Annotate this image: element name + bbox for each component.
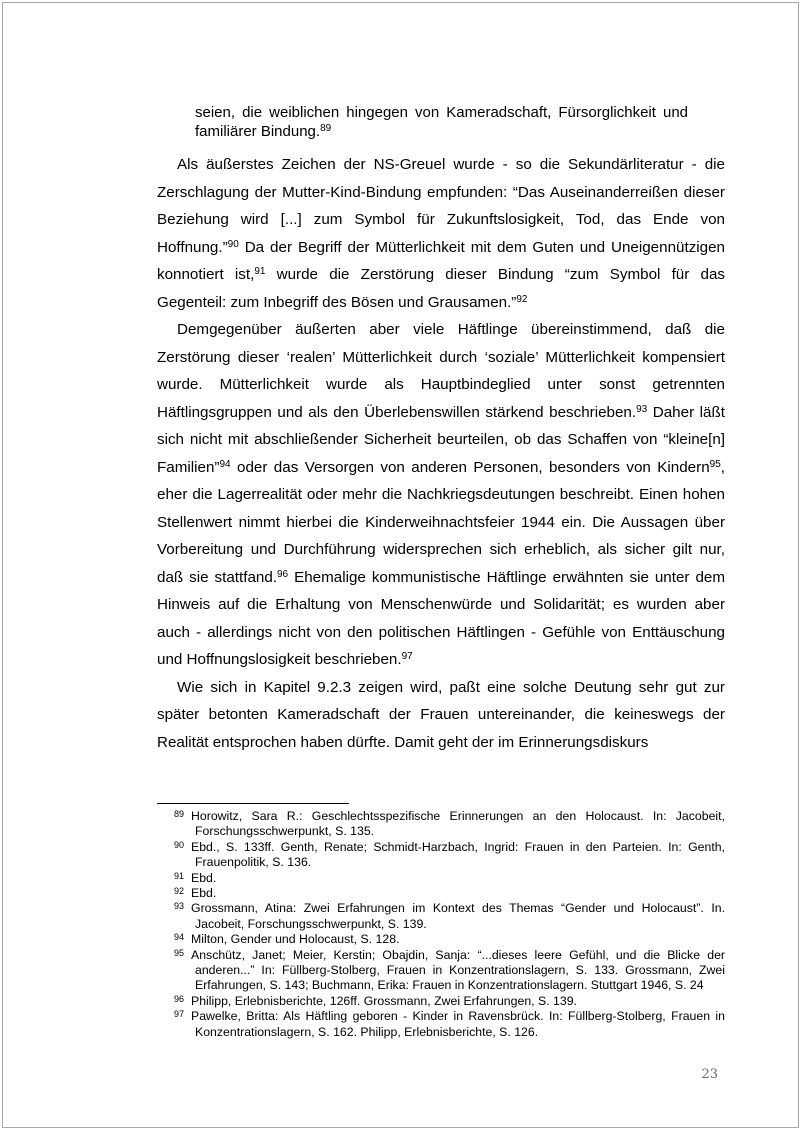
footnotes xyxy=(157,809,725,1040)
paragraph-text: Demgegenüber äußerten aber viele Häftlinge übereinstimmend, daß die Zerstörung dieser ‘realen’ Mütterlichkeit durch ‘soziale’ Mütterlichkeit kompensiert wurde. Mütterlichkeit wurde als Hauptbindeglied unter sonst getrennten Häftlingsgruppen und als den Überlebenswillen stärkend beschrieben. xyxy=(157,321,725,421)
quote-text: seien, die weiblichen hingegen von Kameradschaft, Fürsorglichkeit und familiärer Bindung. xyxy=(195,104,688,140)
footnote-ref[interactable]: 89 xyxy=(320,123,332,134)
footnote-text: Horowitz, Sara R.: Geschlechtsspezifische Erinnerungen an den Holocaust. In: Jacobeit, Forschungsschwerpunkt, S. 135. xyxy=(191,809,725,839)
paragraph-text: Daher läßt sich nicht mit abschließender Sicherheit beurteilen, ob das Schaffen von “kleine[n] Familien” xyxy=(157,403,726,476)
footnote-separator xyxy=(157,803,349,804)
paragraph-text: Als äußerstes Zeichen der NS-Greuel wurde - so die Sekundärliteratur - die Zerschlagung der Mutter-Kind-Bindung empfunden: “Das Auseinanderreißen dieser Beziehung wird [...] zum Symbol für Zukunftslosigkeit, Tod, das Ende von Hoffnung.” xyxy=(157,156,725,256)
footnote: 91 Ebd. xyxy=(174,870,217,885)
footnote-ref[interactable]: 96 xyxy=(277,568,289,580)
footnote-ref[interactable]: 93 xyxy=(636,403,648,415)
body-text xyxy=(157,151,725,756)
page-number: 23 xyxy=(701,1067,718,1082)
footnote-text: Ebd. xyxy=(191,886,217,901)
paragraph-text: wurde die Zerstörung dieser Bindung “zum Symbol für das Gegenteil: zum Inbegriff des Bösen und Grausamen.” xyxy=(157,266,725,311)
footnote-ref[interactable]: 90 xyxy=(227,238,239,250)
footnote-text: Ebd., S. 133ff. Genth, Renate; Schmidt-Harzbach, Ingrid: Frauen in den Parteien. In: Genth, Frauenpolitik, S. 136. xyxy=(191,839,725,870)
footnote-ref[interactable]: 97 xyxy=(401,651,413,662)
footnote-ref[interactable]: 92 xyxy=(516,293,528,305)
footnote-text: Anschütz, Janet; Meier, Kerstin; Obajdin, Sanja: “...dieses leere Gefühl, und die Blicke der anderen...” In: Füllberg-Stolberg, Frauen in Konzentrationslagern, S. 133. Grossmann, Zwei Erfahrungen, S. 143; Buchmann, Erika: Frauen in Konzentrationslagern. Stuttgart 1946, S. 24 xyxy=(191,947,725,993)
document-page xyxy=(2,2,799,1128)
body-paragraph xyxy=(157,674,725,757)
footnote: 90 Ebd., S. 133ff. Genth, Renate; Schmidt-Harzbach, Ingrid: Frauen in den Parteien. In: Genth, Frauenpolitik, S. 136. xyxy=(174,839,725,870)
footnote: 94 Milton, Gender und Holocaust, S. 128. xyxy=(174,932,400,947)
footnote-ref[interactable]: 91 xyxy=(254,266,266,277)
footnote-ref[interactable]: 95 xyxy=(709,458,721,470)
footnote-text: Grossmann, Atina: Zwei Erfahrungen im Kontext des Themas “Gender und Holocaust”. In. Jacobeit, Forschungsschwerpunkt, S. 139. xyxy=(191,901,725,931)
footnote: 93 Grossmann, Atina: Zwei Erfahrungen im Kontext des Themas “Gender und Holocaust”. In. Jacobeit, Forschungsschwerpunkt, S. 139. xyxy=(174,901,725,931)
footnote-text: Philipp, Erlebnisberichte, 126ff. Grossmann, Zwei Erfahrungen, S. 139. xyxy=(191,993,577,1008)
paragraph-text: , eher die Lagerrealität oder mehr die Nachkriegsdeutungen beschreibt. Einen hohen Stellenwert nimmt hierbei die Kinderweihnachtsfeier 1944 ein. Die Aussagen über Vorbereitung und Durchführung widersprechen sich erheblich, als sicher gilt nur, daß sie stattfand. xyxy=(157,458,725,586)
footnote: 97 Pawelke, Britta: Als Häftling geboren - Kinder in Ravensbrück. In: Füllberg-Stolberg, Frauen in Konzentrationslagern, S. 162. Philipp, Erlebnisberichte, S. 126. xyxy=(174,1009,725,1039)
body-paragraph xyxy=(157,316,725,674)
footnote: 92 Ebd. xyxy=(174,886,217,901)
paragraph-text: oder das Versorgen von anderen Personen, besonders von Kindern xyxy=(230,458,710,476)
footnote-ref[interactable]: 94 xyxy=(219,458,231,470)
paragraph-text: Da der Begriff der Mütterlichkeit mit dem Guten und Uneigennützigen konnotiert ist, xyxy=(157,238,725,283)
paragraph-text: Ehemalige kommunistische Häftlinge erwähnten sie unter dem Hinweis auf die Erhaltung von Menschenwürde und Solidarität; es wurden aber auch - allerdings nicht von den politischen Häftlingen - Gefühle von Enttäuschung und Hoffnungslosigkeit beschrieben. xyxy=(157,568,725,668)
footnote-text: Pawelke, Britta: Als Häftling geboren - Kinder in Ravensbrück. In: Füllberg-Stolberg, Frauen in Konzentrationslagern, S. 162. Philipp, Erlebnisberichte, S. 126. xyxy=(191,1009,725,1039)
footnote-text: Milton, Gender und Holocaust, S. 128. xyxy=(191,932,400,947)
footnote: 89 Horowitz, Sara R.: Geschlechtsspezifische Erinnerungen an den Holocaust. In: Jacobeit, Forschungsschwerpunkt, S. 135. xyxy=(174,809,725,839)
paragraph-text: Wie sich in Kapitel 9.2.3 zeigen wird, paßt eine solche Deutung sehr gut zur später betonten Kameradschaft der Frauen untereinander, die keineswegs der Realität entsprochen haben dürfte. Damit geht der im Erinnerungsdiskurs xyxy=(157,678,725,751)
footnote: 96 Philipp, Erlebnisberichte, 126ff. Grossmann, Zwei Erfahrungen, S. 139. xyxy=(174,993,577,1008)
block-quote xyxy=(195,103,688,141)
footnote-text: Ebd. xyxy=(191,870,217,885)
body-paragraph xyxy=(157,151,725,316)
footnote: 95 Anschütz, Janet; Meier, Kerstin; Obajdin, Sanja: “...dieses leere Gefühl, und die Blicke der anderen...” In: Füllberg-Stolberg, Frauen in Konzentrationslagern, S. 133. Grossmann, Zwei Erfahrungen, S. 143; Buchmann, Erika: Frauen in Konzentrationslagern. Stuttgart 1946, S. 24 xyxy=(174,947,725,993)
